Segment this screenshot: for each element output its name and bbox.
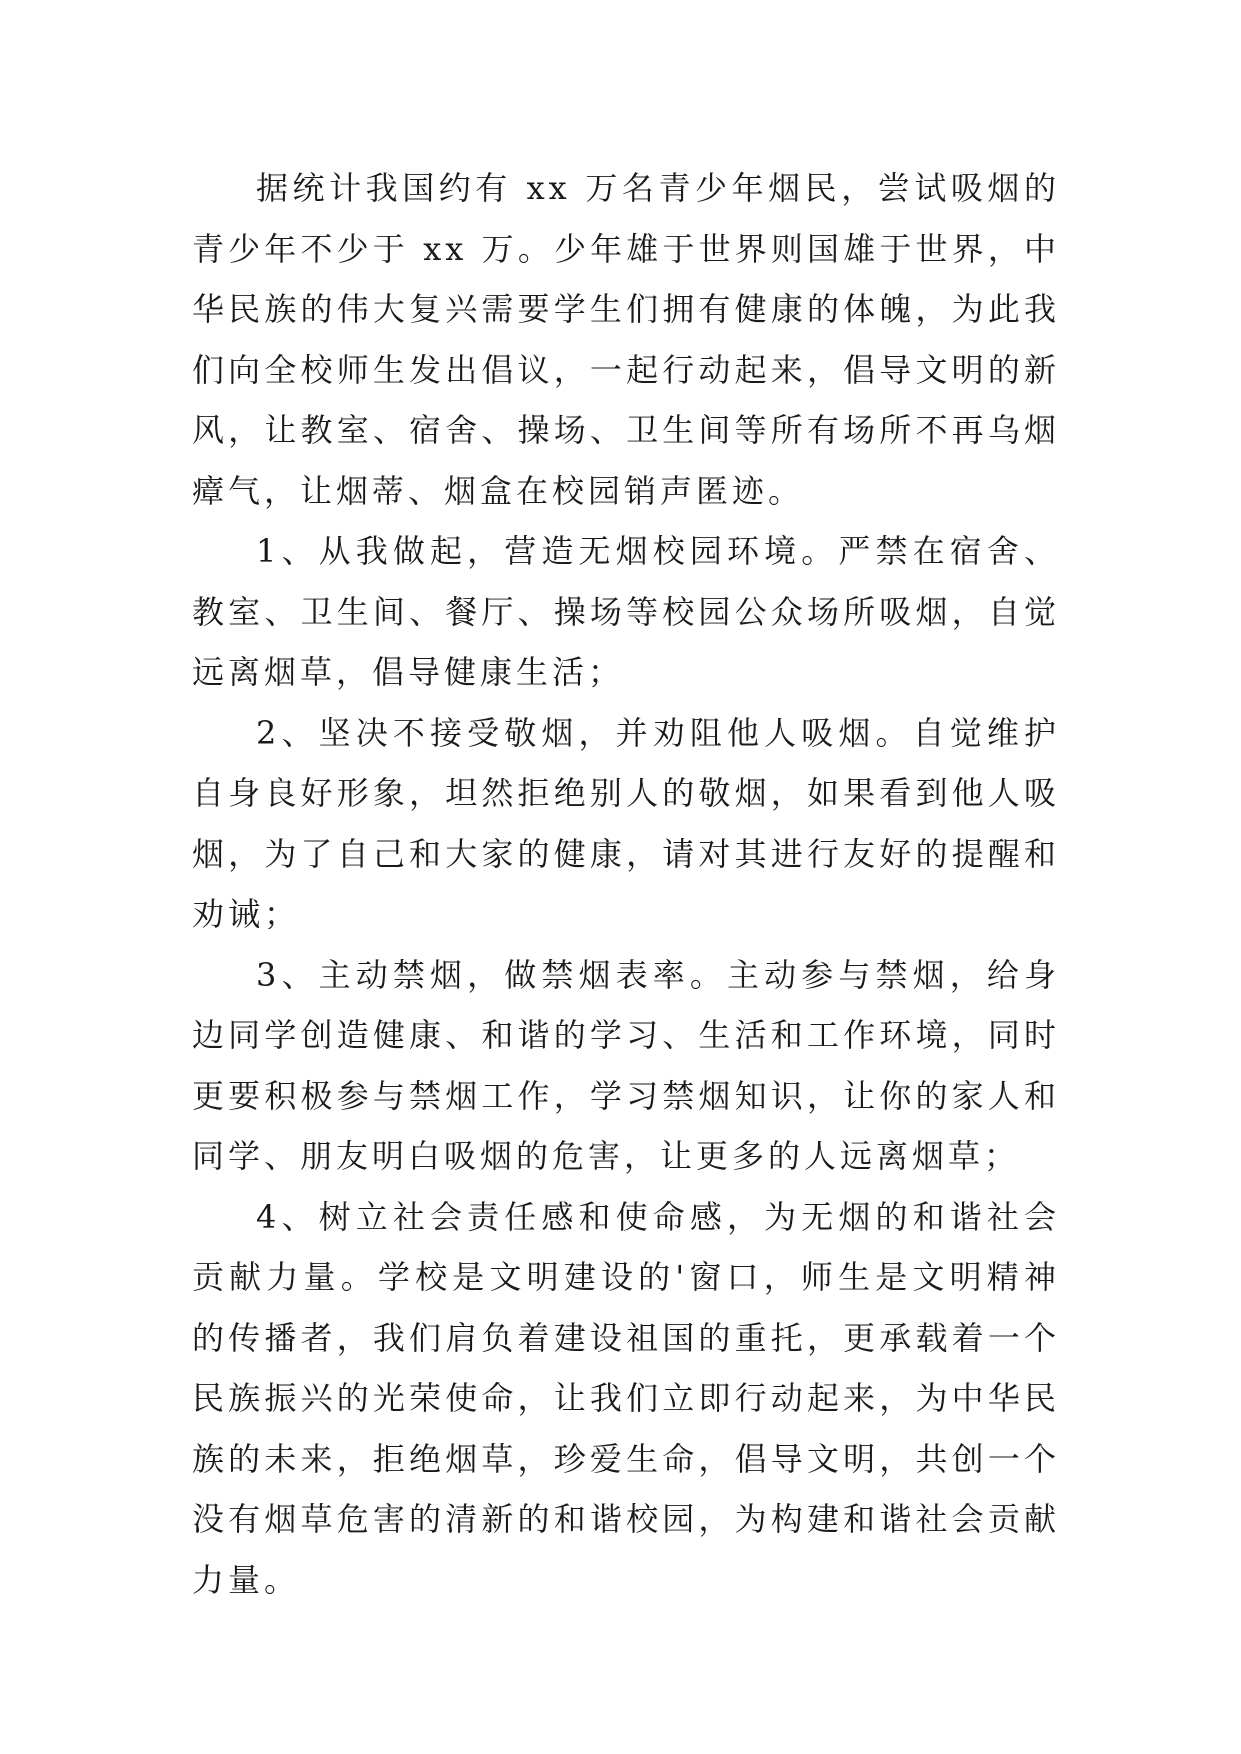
paragraph-intro: 据统计我国约有 xx 万名青少年烟民，尝试吸烟的青少年不少于 xx 万。少年雄于世界则国雄于世界，中华民族的伟大复兴需要学生们拥有健康的体魄，为此我们向全校师生发出倡议，一起行动起来，倡导文明的新风，让教室、宿舍、操场、卫生间等所有场所不再乌烟瘴气，让烟蒂、烟盒在校园销声匿迹。 (192, 169, 1060, 510)
paragraph-item-4: 4、树立社会责任感和使命感，为无烟的和谐社会贡献力量。学校是文明建设的'窗口，师生是文明精神的传播者，我们肩负着建设祖国的重托，更承载着一个民族振兴的光荣使命，让我们立即行动起来，为中华民族的未来，拒绝烟草，珍爱生命，倡导文明，共创一个没有烟草危害的清新的和谐校园，为构建和谐社会贡献力量。 (192, 1197, 1060, 1599)
paragraph-item-2: 2、坚决不接受敬烟，并劝阻他人吸烟。自觉维护自身良好形象，坦然拒绝别人的敬烟，如果看到他人吸烟，为了自己和大家的健康，请对其进行友好的提醒和劝诫； (192, 713, 1060, 933)
paragraph-item-3: 3、主动禁烟，做禁烟表率。主动参与禁烟，给身边同学创造健康、和谐的学习、生活和工作环境，同时更要积极参与禁烟工作，学习禁烟知识，让你的家人和同学、朋友明白吸烟的危害，让更多的人远离烟草； (192, 955, 1060, 1175)
document-body (192, 158, 1060, 1610)
paragraph-item-1: 1、从我做起，营造无烟校园环境。严禁在宿舍、教室、卫生间、餐厅、操场等校园公众场所吸烟，自觉远离烟草，倡导健康生活； (192, 532, 1060, 691)
